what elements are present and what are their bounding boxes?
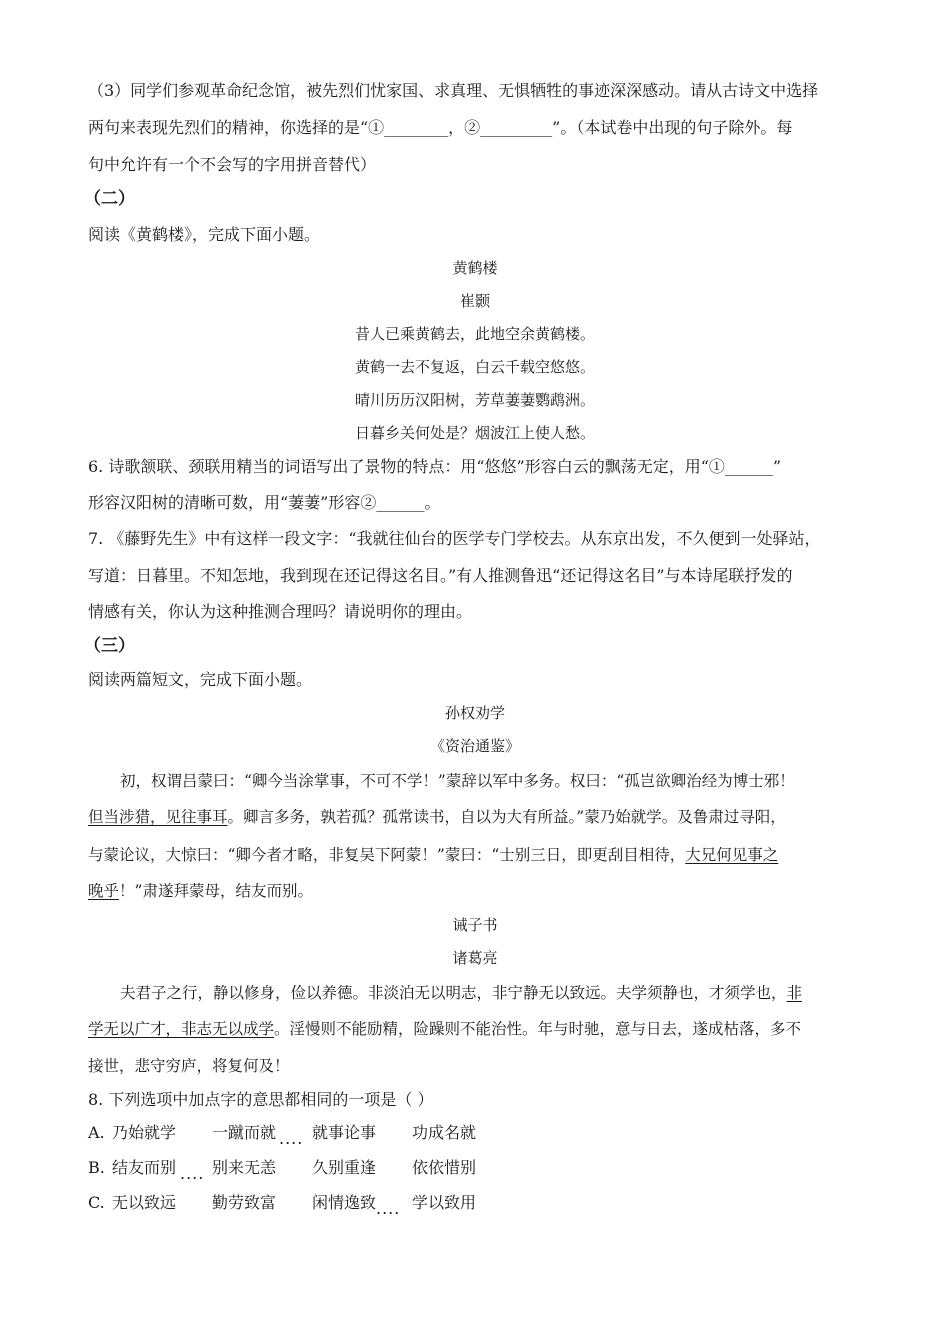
text1-underline-2a: 大兄何见事之 bbox=[685, 846, 779, 864]
option-label: C. bbox=[88, 1193, 105, 1212]
text1-line-3-pre: 与蒙论议，大惊曰：“卿今者才略，非复吴下阿蒙！”蒙曰：“士别三日，即更刮目相待， bbox=[88, 846, 686, 864]
text2-author: 诸葛亮 bbox=[452, 949, 498, 967]
text2-line-3: 接世，悲守穷庐，将复何及！ bbox=[88, 1057, 290, 1075]
poem-line-1: 昔人已乘黄鹤去，此地空余黄鹤楼。 bbox=[354, 325, 595, 343]
text1-line-3 bbox=[88, 845, 778, 865]
text1-underline-2b: 晚乎 bbox=[88, 882, 120, 900]
text1-line-1: 初，权谓吕蒙曰：“卿今当涂掌事，不可不学！”蒙辞以军中多务。权曰：“孤岂欲卿治经为博士邪！ bbox=[120, 772, 795, 790]
option-label: B. bbox=[88, 1158, 105, 1177]
option-word: 依依惜别 bbox=[412, 1158, 477, 1177]
option-word: 无以致远 bbox=[112, 1193, 177, 1212]
option-word: 一蹴而就 bbox=[212, 1123, 277, 1142]
section-2-intro: 阅读《黄鹤楼》，完成下面小题。 bbox=[88, 225, 321, 244]
poem-author: 崔颢 bbox=[459, 292, 490, 310]
text2-line-2 bbox=[88, 1019, 801, 1039]
text1-source: 《资治通鉴》 bbox=[429, 737, 520, 755]
text2-line-1-pre: 夫君子之行，静以修身，俭以养德。非淡泊无以明志，非宁静无以致远。夫学须静也，才须学也， bbox=[120, 984, 787, 1002]
text1-underline-1: 但当涉猎，见往事耳 bbox=[88, 808, 228, 826]
option-label: A. bbox=[88, 1123, 105, 1142]
poem-title: 黄鹤楼 bbox=[452, 259, 498, 277]
q8-option-c bbox=[88, 1193, 477, 1218]
q3-line-1: （3）同学们参观革命纪念馆，被先烈们忧家国、求真理、无惧牺牲的事迹深深感动。请从古诗文中选择 bbox=[88, 81, 819, 100]
text2-underline-b: 学无以广才，非志无以成学 bbox=[88, 1020, 275, 1038]
option-word: 就事论事 bbox=[312, 1123, 377, 1142]
option-word: 功成名就 bbox=[412, 1123, 477, 1142]
text1-line-4-rest: ！”肃遂拜蒙母，结友而别。 bbox=[119, 882, 313, 900]
q7-line-2: 写道：日暮里。不知怎地，我到现在还记得这名目。”有人推测鲁迅“还记得这名目”与本诗尾联抒发的 bbox=[88, 566, 793, 585]
text1-line-2-rest: 。卿言多务，孰若孤？孤常读书，自以为大有所益。”蒙乃始就学。及鲁肃过寻阳， bbox=[227, 808, 786, 826]
q3-line-3: 句中允许有一个不会写的字用拼音替代） bbox=[88, 155, 377, 174]
emphasis-dots: .... bbox=[376, 1199, 401, 1218]
q6-line-2: 形容汉阳树的清晰可数，用“萋萋”形容②______。 bbox=[88, 493, 441, 512]
option-word: 别来无恙 bbox=[212, 1158, 277, 1177]
poem-line-3: 晴川历历汉阳树，芳草萋萋鹦鹉洲。 bbox=[354, 391, 595, 409]
q7-line-3: 情感有关，你认为这种推测合理吗？请说明你的理由。 bbox=[88, 602, 473, 621]
text1-line-2 bbox=[88, 807, 786, 827]
option-word: 勤劳致富 bbox=[212, 1193, 277, 1212]
option-word: 结友而别 bbox=[112, 1158, 177, 1177]
poem-line-2: 黄鹤一去不复返，白云千载空悠悠。 bbox=[354, 358, 595, 376]
text2-line-2-rest: 。淫慢则不能励精，险躁则不能治性。年与时驰，意与日去，遂成枯落，多不 bbox=[274, 1020, 802, 1038]
emphasis-dots: .... bbox=[279, 1129, 304, 1148]
emphasis-dots: .... bbox=[180, 1164, 205, 1183]
text2-underline-a: 非 bbox=[786, 984, 803, 1002]
option-word: 闲情逸致 bbox=[312, 1193, 377, 1212]
section-3-intro: 阅读两篇短文，完成下面小题。 bbox=[88, 670, 313, 689]
option-word: 久别重逢 bbox=[312, 1158, 377, 1177]
text1-line-4 bbox=[88, 881, 313, 901]
q7-line-1: 7. 《藤野先生》中有这样一段文字：“我就往仙台的医学专门学校去。从东京出发，不久便到一处驿站， bbox=[88, 529, 821, 548]
q3-line-2: 两句来表现先烈们的精神，你选择的是“①________，②_________”。（本试卷中出现的句子除外。每 bbox=[88, 118, 793, 137]
q8-option-a bbox=[88, 1123, 477, 1148]
text1-title: 孙权劝学 bbox=[444, 704, 505, 722]
q6-line-1: 6. 诗歌颔联、颈联用精当的词语写出了景物的特点：用“悠悠”形容白云的飘荡无定，用“①______” bbox=[88, 457, 782, 476]
q8-stem: 8. 下列选项中加点字的意思都相同的一项是（ ） bbox=[88, 1090, 434, 1109]
poem-line-4: 日暮乡关何处是？烟波江上使人愁。 bbox=[354, 424, 595, 442]
text2-title: 诫子书 bbox=[452, 916, 498, 934]
section-2-heading: （二） bbox=[84, 189, 135, 209]
section-3-heading: （三） bbox=[84, 636, 135, 656]
text2-line-1 bbox=[120, 983, 802, 1003]
q8-option-b bbox=[88, 1158, 477, 1183]
option-word: 学以致用 bbox=[412, 1193, 477, 1212]
option-word: 乃始就学 bbox=[112, 1123, 177, 1142]
